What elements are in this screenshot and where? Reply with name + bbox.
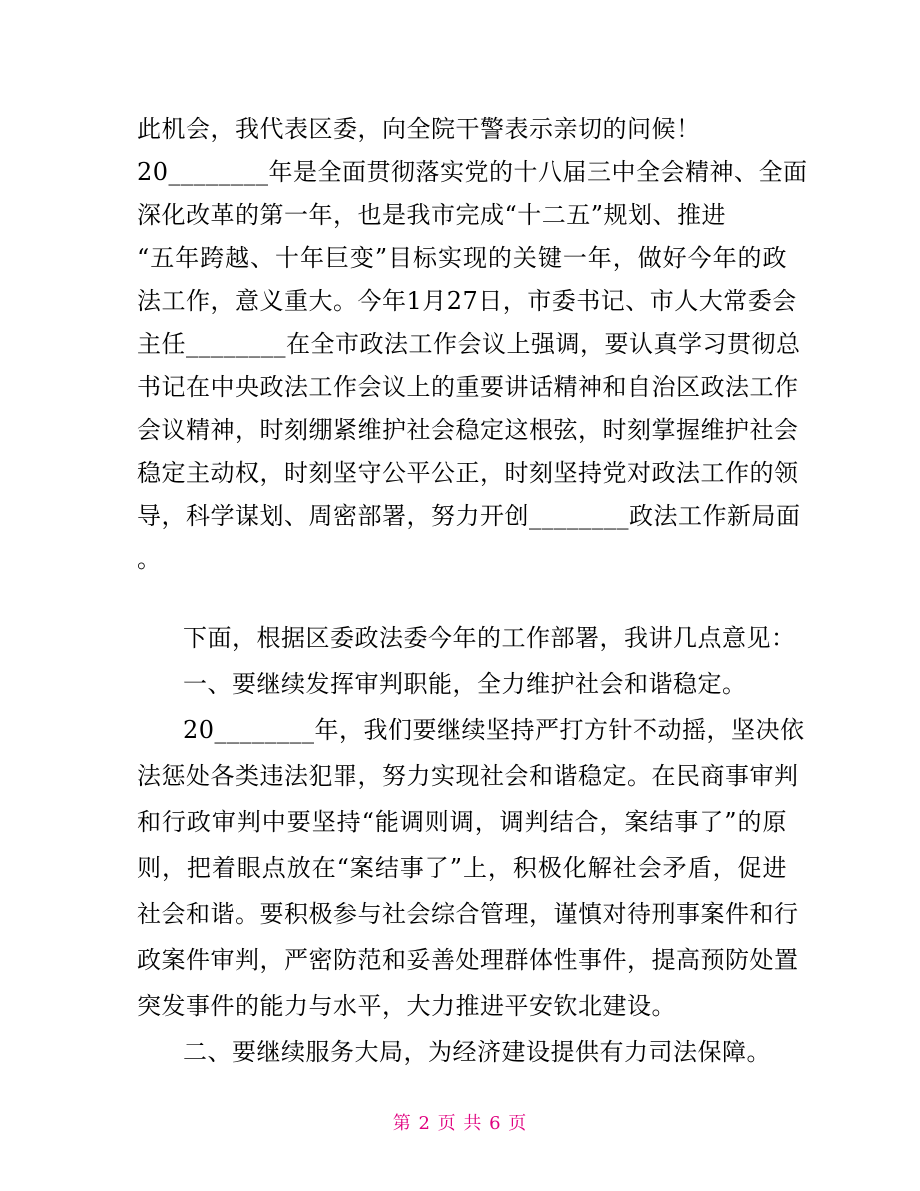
text-line: 主任________在全市政法工作会议上强调，要认真学习贯彻总 bbox=[137, 330, 801, 358]
text-line: 法惩处各类违法犯罪，努力实现社会和谐稳定。在民商事审判 bbox=[137, 762, 799, 790]
text-line: 稳定主动权，时刻坚守公平公正，时刻坚持党对政法工作的领 bbox=[137, 459, 799, 487]
text-line: 社会和谐。要积极参与社会综合管理，谨慎对待刑事案件和行 bbox=[137, 900, 799, 928]
text-line: 。 bbox=[137, 545, 162, 573]
text-line: 书记在中央政法工作会议上的重要讲话精神和自治区政法工作 bbox=[137, 373, 799, 401]
text-line: “五年跨越、十年巨变”目标实现的关键一年，做好今年的政 bbox=[137, 244, 787, 272]
text-line: 深化改革的第一年，也是我市完成“十二五”规划、推进 bbox=[137, 201, 727, 229]
text-line: 政案件审判，严密防范和妥善处理群体性事件，提高预防处置 bbox=[137, 946, 799, 974]
page-number: 第 2 页 共 6 页 bbox=[392, 1113, 528, 1134]
section-heading: 一、要继续发挥审判职能，全力维护社会和谐稳定。 bbox=[183, 670, 747, 698]
text-line: 和行政审判中要坚持“能调则调，调判结合，案结事了”的原 bbox=[137, 808, 787, 836]
text-line: 20________年，我们要继续坚持严打方针不动摇，坚决依 bbox=[183, 716, 805, 744]
text-line: 此机会，我代表区委，向全院干警表示亲切的问候！ bbox=[137, 115, 701, 143]
text-line: 导，科学谋划、周密部署，努力开创________政法工作新局面 bbox=[137, 502, 801, 530]
section-heading: 二、要继续服务大局，为经济建设提供有力司法保障。 bbox=[183, 1038, 771, 1066]
text-line: 则，把着眼点放在“案结事了”上，积极化解社会矛盾，促进 bbox=[137, 854, 787, 882]
text-line: 下面，根据区委政法委今年的工作部署，我讲几点意见： bbox=[183, 624, 796, 652]
text-line: 会议精神，时刻绷紧维护社会稳定这根弦，时刻掌握维护社会 bbox=[137, 416, 799, 444]
text-line: 20________年是全面贯彻落实党的十八届三中全会精神、全面 bbox=[137, 158, 808, 186]
text-line: 法工作，意义重大。今年1月27日，市委书记、市人大常委会 bbox=[137, 287, 797, 315]
text-line: 突发事件的能力与水平，大力推进平安钦北建设。 bbox=[137, 992, 676, 1020]
